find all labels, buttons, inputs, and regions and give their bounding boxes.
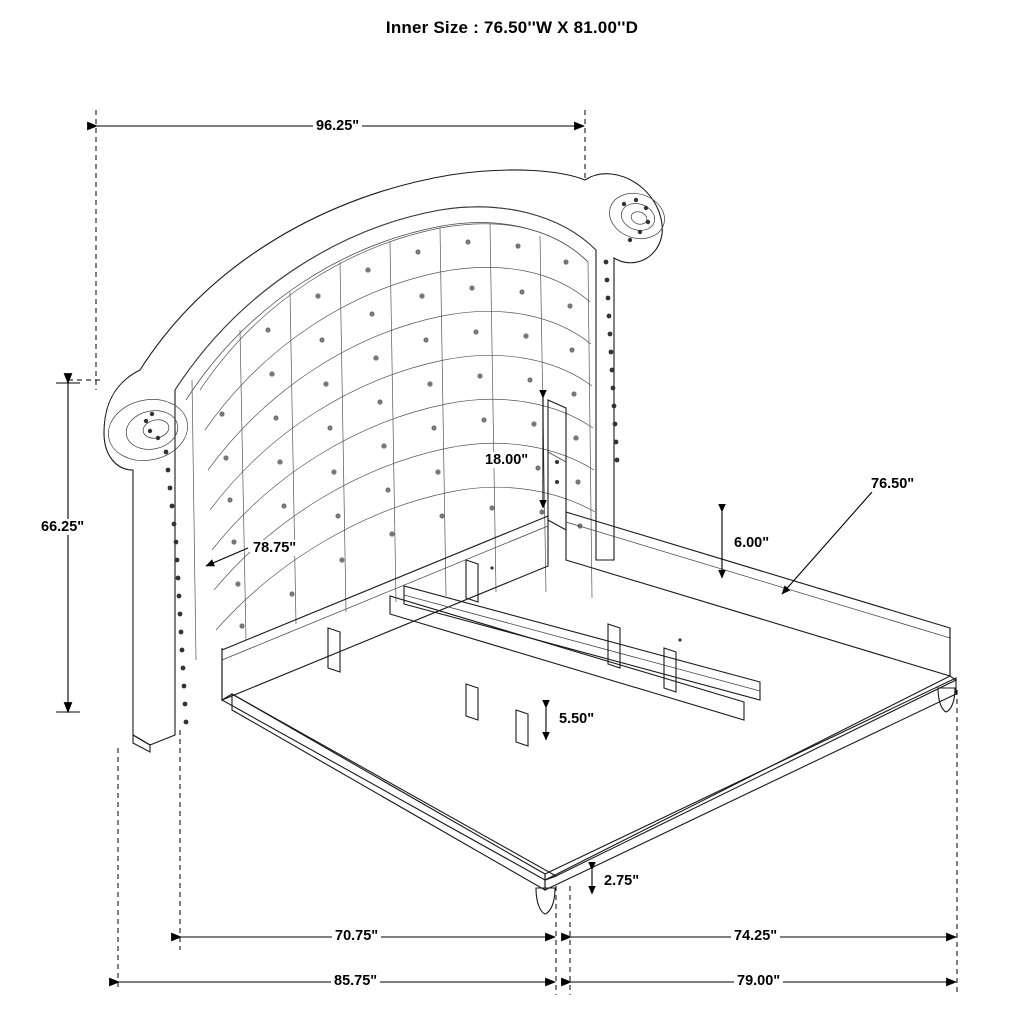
dimension-label-height-275: 2.75" [601, 873, 642, 889]
nailhead-trim-right [604, 198, 651, 463]
dimension-label-width-96: 96.25" [313, 118, 362, 134]
tufting-pattern [192, 224, 595, 660]
tufting-buttons [219, 239, 582, 628]
dimension-label-width-7900: 79.00" [734, 973, 783, 989]
dimension-label-width-8575: 85.75" [331, 973, 380, 989]
dimension-label-width-78: 78.75" [250, 540, 299, 556]
dimension-label-height-18: 18.00" [482, 452, 531, 468]
dimension-label-width-7075: 70.75" [332, 928, 381, 944]
nailhead-trim-left [144, 412, 189, 725]
dimension-label-height-55: 5.50" [556, 711, 597, 727]
dimension-label-height-66: 66.25" [38, 519, 87, 535]
dimension-label-width-7425: 74.25" [731, 928, 780, 944]
page-title: Inner Size : 76.50''W X 81.00''D [385, 18, 639, 37]
left-roll-arm [103, 392, 194, 467]
dimension-label-depth-765: 76.50" [868, 476, 917, 492]
bed-legs [133, 688, 955, 914]
dimension-label-height-6: 6.00" [731, 535, 772, 551]
dimension-lines [56, 126, 956, 982]
